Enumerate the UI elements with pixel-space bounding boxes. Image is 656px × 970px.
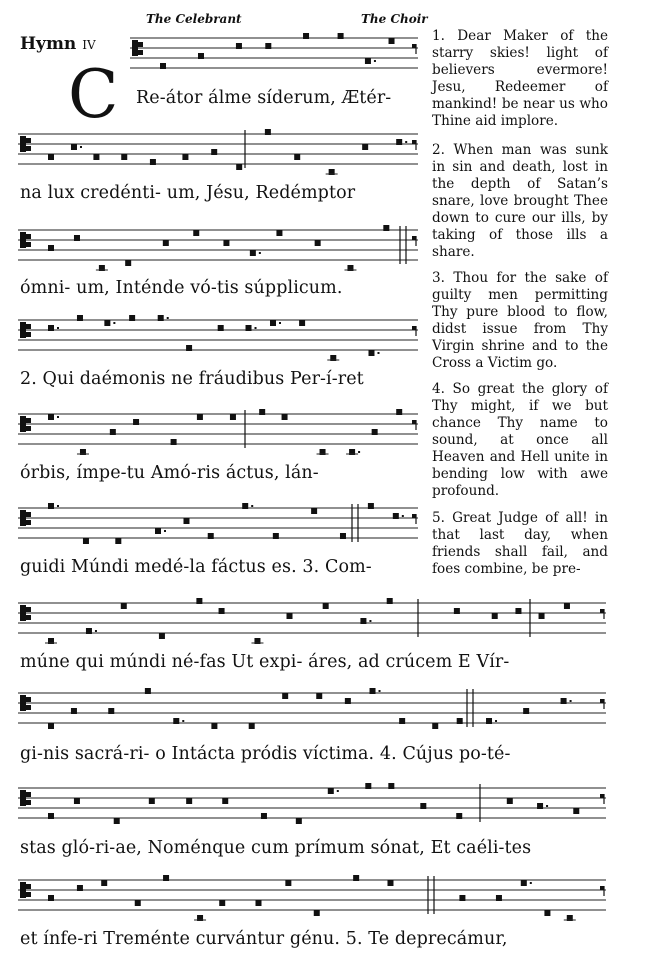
hymn-number: IV [82, 38, 96, 52]
lyric-line-9: stas gló-ri-ae, Noménque cum prímum sónat, Et caéli-tes [20, 838, 532, 858]
lyric-line-3: ómni- um, Inténde vó-tis súpplicum. [20, 278, 343, 298]
celebrant-label: The Celebrant [146, 12, 242, 26]
lyric-line-2: na lux credénti- um, Jésu, Redémptor [20, 183, 356, 203]
lyric-line-8: gi-nis sacrá-ri- o Intácta pródis víctima. 4. Cújus po-té- [20, 744, 511, 764]
staff-8 [0, 685, 656, 735]
translation-verse-2: 2. When man was sunk in sin and death, lost in the depth of Satan’s snare, love brought Thee down to cure our ills, by taking of those ills a share. [432, 142, 608, 260]
translation-verse-4: 4. So great the glory of Thy might, if we but chance Thy name to sound, at once all Heaven and Hell unite in bending low with awe profound. [432, 381, 608, 499]
choir-label: The Choir [361, 12, 428, 26]
staff-10 [0, 872, 656, 922]
lyric-line-1: Re-átor álme síderum, Ætér- [136, 88, 392, 108]
translation-verse-5: 5. Great Judge of all! in that last day, when friends shall fail, and foes combine, be pre- [432, 510, 608, 577]
translation-verse-3: 3. Thou for the sake of guilty men permitting Thy pure blood to flow, didst issue from Thy Virgin shrine and to the Cross a Victim go. [432, 270, 608, 371]
lyric-line-5: órbis, ímpe-tu Amó-ris áctus, lán- [20, 463, 319, 483]
lyric-line-10: et ínfe-ri Treménte curvántur génu. 5. Te deprecámur, [20, 929, 508, 949]
staff-7 [0, 595, 656, 645]
translation-verse-1: 1. Dear Maker of the starry skies! light of believers evermore! Jesu, Redeemer of mankind! be near us who Thine aid implore. [432, 28, 608, 129]
lyric-line-7: múne qui múndi né-fas Ut expi- áres, ad crúcem E Vír- [20, 652, 510, 672]
lyric-line-6: guidi Múndi medé-la fáctus es. 3. Com- [20, 557, 372, 577]
lyric-line-4: 2. Qui daémonis ne fráudibus Per-í-ret [20, 369, 364, 389]
drop-cap: C [68, 56, 119, 133]
staff-9 [0, 780, 656, 830]
hymn-word: Hymn [20, 34, 77, 54]
